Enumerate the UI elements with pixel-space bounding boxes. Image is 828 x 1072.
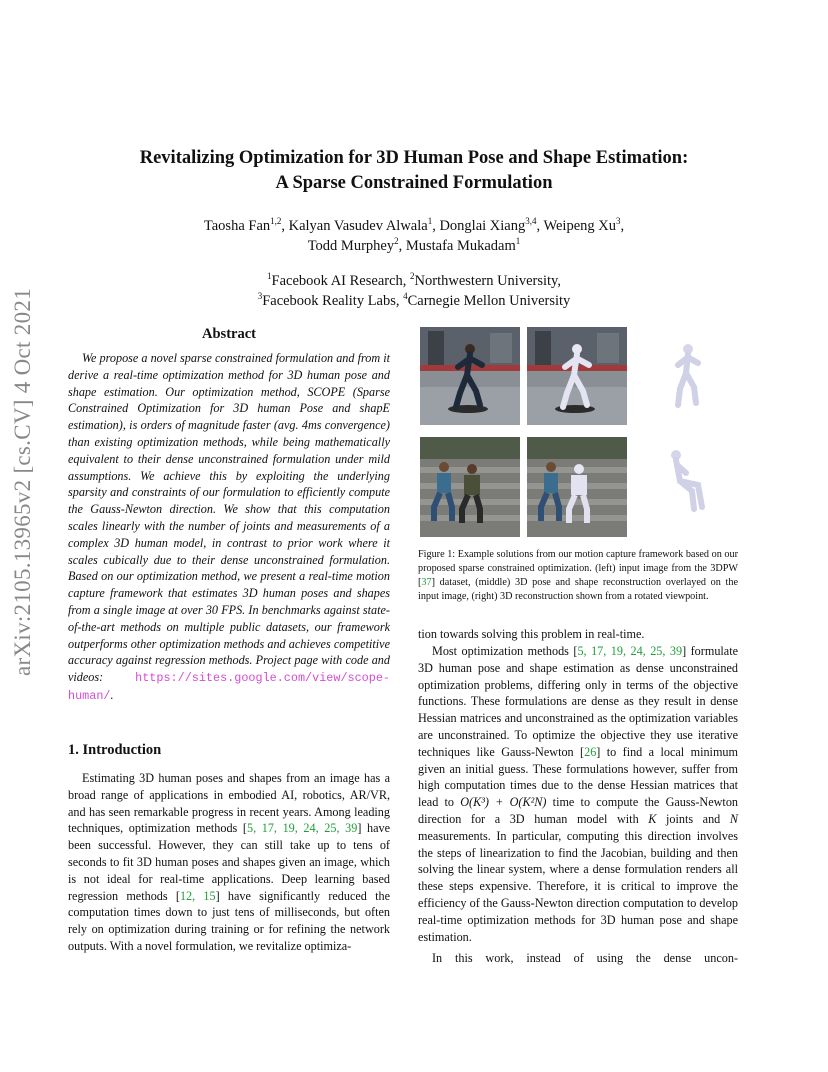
caption-text-a: Figure 1: Example solutions from our motion capture framework based on our proposed sparse constrained optimization. (left) input image from the 3DPW [ — [418, 549, 738, 588]
authors-line-1: Taosha Fan$^{1,2}$, Kalyan Vasudev Alwala$^1$, Donglai Xiang$^{3,4}$, Weipeng Xu$^3$, — [203, 216, 625, 234]
caption-text-b: ] dataset, (middle) 3D pose and shape reconstruction overlayed on the input image, (right) 3D reconstruction shown from a rotated viewpoint. — [418, 577, 738, 602]
right-text-f: measurements. In particular, computing this direction involves the steps of linearization to find the Jacobian, building and then solving the linear system, where a dense formulation renders all these steps expensive. Therefore, it is critical to improve the efficiency of the Gauss-Newton direction computation to develop real-time optimization methods for 3D human pose and shape estimation. — [418, 828, 738, 944]
intro-text-b: ] have been successful. However, they can still take up to tens of seconds to fit 3D human poses and shapes given an image, which is not ideal for real-time applications. Deep learning based regression methods [ — [68, 821, 390, 903]
author-list — [60, 216, 768, 256]
figure-rotated-mesh-running — [642, 327, 732, 425]
title-line-1: Revitalizing Optimization for 3D Human Pose and Shape Estimation: — [139, 148, 689, 168]
figure-1-caption — [418, 548, 738, 604]
math-k: K — [648, 811, 657, 826]
citation-link[interactable]: 26 — [584, 744, 597, 759]
abstract-text: We propose a novel sparse constrained formulation and from it derive a real-time optimization method for 3D human pose and shape estimation. Our optimization method, SCOPE (Sparse Constrained Optimization for 3D human Pose and shapE estimation), is orders of magnitude faster (avg. 4ms convergence) than existing optimization methods, while being mathematically equivalent to their dense unconstrained formulation under mild assumptions. We achieve this by exploiting the underlying sparsity and constraints of our formulation to efficiently compute the Gauss-Newton direction. We show that this computation scales linearly with the number of joints and measurements of a complex 3D human model, in contrast to prior work where it scales cubically due to their dense unconstrained formulation. Based on our optimization method, we present a real-time motion capture framework that estimates 3D human poses and shapes from a single image at over 30 FPS. In benchmarks against state-of-the-art methods on multiple public datasets, our framework outperforms other optimization methods and achieves competitive accuracy against regression methods. Project page with code and videos: — [68, 351, 390, 685]
abstract-heading: Abstract — [202, 326, 256, 342]
authors-line-2: Todd Murphey$^2$, Mustafa Mukadam$^1$ — [307, 236, 521, 254]
citation-link[interactable]: 5, 17, 19, 24, 25, 39 — [577, 644, 683, 658]
affil-line-2: $^3$Facebook Reality Labs, $^4$Carnegie Mellon University — [257, 291, 571, 309]
intro-text-a: Estimating 3D human poses and shapes from an image has a broad range of applications in embodied AI, robotics, AR/VR, and has seen remarkable progress in recent years. Among leading techniques, optimization methods [ — [68, 771, 390, 836]
figure-1 — [420, 327, 738, 542]
affil-line-1: $^1$Facebook AI Research, $^2$Northwestern University, — [267, 271, 561, 289]
right-text-a: Most optimization methods [ — [432, 644, 578, 658]
right-paragraph-2: In this work, instead of using the dense uncon- — [432, 951, 738, 965]
right-text-e: joints and — [656, 811, 730, 826]
project-url-link[interactable]: https://sites.google.com/view/scope-human/ — [68, 671, 390, 703]
right-paragraph-1 — [418, 643, 738, 945]
citation-link[interactable]: 37 — [421, 577, 432, 588]
paper-title — [60, 146, 768, 196]
figure-overlay-image-sitting — [527, 437, 627, 537]
affiliations — [60, 271, 768, 311]
right-text-c: ] to find a local minimum given an initial guess. These formulations however, suffer from high computation times due to the dense Hessian matrices that lead to — [418, 744, 738, 810]
figure-rotated-mesh-sitting — [642, 437, 732, 537]
math-n: N — [729, 811, 738, 826]
citation-link[interactable]: 5, 17, 19, 24, 25, 39 — [246, 821, 358, 836]
introduction-heading: 1. Introduction — [68, 742, 162, 758]
title-line-2: A Sparse Constrained Formulation — [275, 173, 553, 193]
figure-input-image-sitting — [420, 437, 520, 537]
citation-link[interactable]: 12, 15 — [179, 888, 216, 903]
intro-paragraph-1 — [68, 770, 390, 955]
arxiv-identifier: arXiv:2105.13965v2 [cs.CV] 4 Oct 2021 — [10, 288, 35, 676]
intro-text-c: ] have significantly reduced the computation times down to just tens of milliseconds, but often rely on optimization during training or for refining the network outputs. With a novel formulation, we revitalize optimiza- — [68, 888, 391, 953]
math-complexity: O(K³) + O(K²N) — [460, 795, 547, 810]
abstract-period: . — [110, 687, 114, 702]
figure-input-image-running — [420, 327, 520, 425]
right-text-d: time to compute the Gauss-Newton direction for a 3D human model with — [418, 795, 739, 826]
right-text-b: ] formulate 3D human pose and shape estimation as dense unconstrained optimization problems, differing only in terms of the objective functions. These formulations are dense as they result in dense Hessian matrices and unconstrained as the optimization variables are unconstrained. To optimize the objective they use iterative techniques like Gauss-Newton [ — [418, 644, 739, 759]
figure-overlay-image-running — [527, 327, 627, 425]
right-paragraph-0: tion towards solving this problem in real-time. — [418, 627, 645, 641]
abstract-body — [68, 350, 390, 705]
